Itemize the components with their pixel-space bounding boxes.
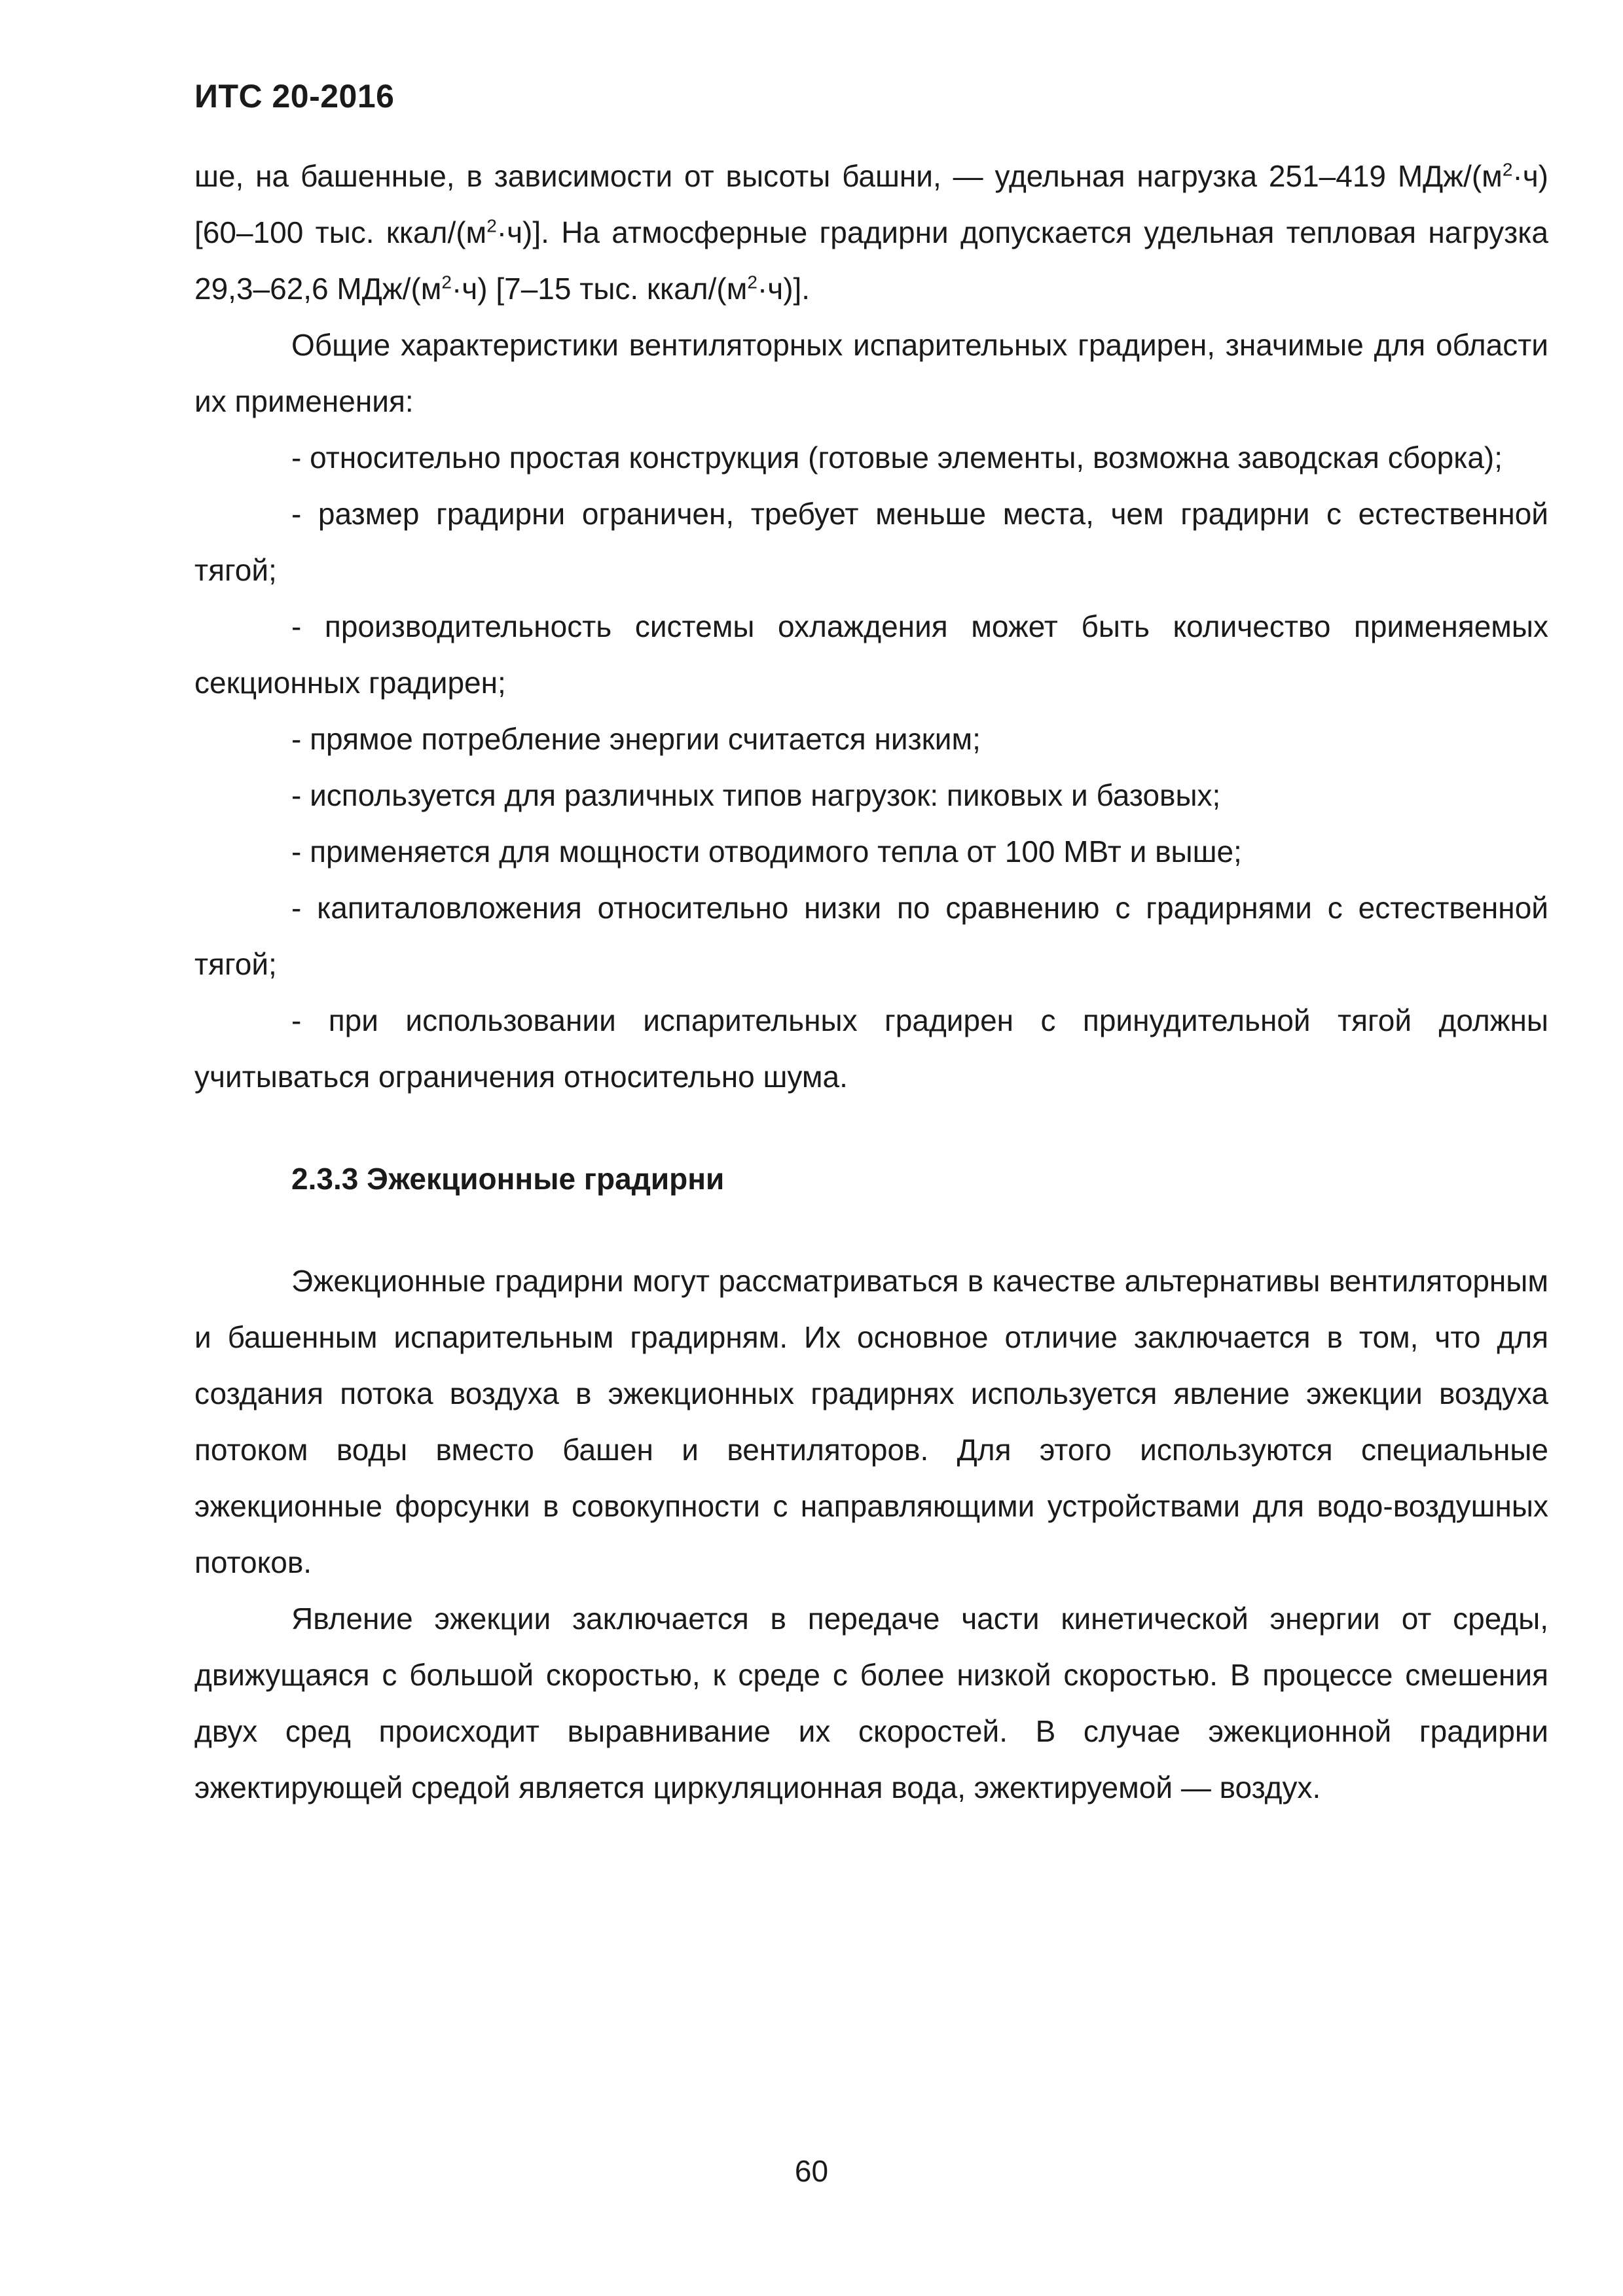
- page-number: 60: [794, 2154, 829, 2188]
- section-heading: 2.3.3 Эжекционные градирни: [291, 1162, 725, 1196]
- superscript: 2: [486, 215, 497, 236]
- text-fragment: ·ч) [60–100 тыс. ккал/(м: [194, 159, 1548, 249]
- paragraph-heat-load: [194, 148, 1548, 317]
- bullet-item: - размер градирни ограничен, требует меньше места, чем градирни с естественной тягой;: [194, 497, 1548, 587]
- bullet-item: - применяется для мощности отводимого тепла от 100 МВт и выше;: [291, 834, 1242, 869]
- text-fragment: ше, на башенные, в зависимости от высоты башни, — удельная нагрузка 251–419 МДж/(м: [194, 159, 1503, 193]
- superscript: 2: [1502, 159, 1513, 180]
- paragraph-ejection-intro: Эжекционные градирни могут рассматриваться в качестве альтернативы вентиляторным и башенным испарительным градирням. Их основное отличие заключается в том, что для создания потока воздуха в эжекционных градирнях используется явление эжекции воздуха потоком воды вместо башен и вентиляторов. Для этого используются специальные эжекционные форсунки в совокупности с направляющими устройствами для водо-воздушных потоков.: [194, 1264, 1548, 1579]
- bullet-item: - прямое потребление энергии считается низким;: [291, 722, 981, 756]
- document-code-header: ИТС 20-2016: [194, 78, 395, 115]
- text-fragment: ·ч)].: [757, 272, 811, 306]
- superscript: 2: [441, 272, 452, 293]
- bullet-item: - относительно простая конструкция (готовые элементы, возможна заводская сборка);: [291, 440, 1503, 475]
- bullet-item: - капиталовложения относительно низки по сравнению с градирнями с естественной тягой;: [194, 891, 1548, 981]
- paragraph-general-characteristics: Общие характеристики вентиляторных испарительных градирен, значимые для области их применения:: [194, 328, 1548, 418]
- text-fragment: ·ч)]. На атмосферные градирни допускается удельная тепловая нагрузка 29,3–62,6 МДж/(м: [194, 215, 1548, 306]
- bullet-item: - производительность системы охлаждения может быть количество применяемых секционных градирен;: [194, 609, 1548, 700]
- paragraph-ejection-phenomenon: Явление эжекции заключается в передаче части кинетической энергии от среды, движущаяся с большой скоростью, к среде с более низкой скоростью. В процессе смешения двух сред происходит выравнивание их скоростей. В случае эжекционной градирни эжектирующей средой является циркуляционная вода, эжектируемой — воздух.: [194, 1602, 1548, 1804]
- bullet-item: - при использовании испарительных градирен с принудительной тягой должны учитываться ограничения относительно шума.: [194, 1003, 1548, 1094]
- superscript: 2: [747, 272, 757, 293]
- bullet-item: - используется для различных типов нагрузок: пиковых и базовых;: [291, 778, 1221, 812]
- page-body: [194, 148, 1548, 1816]
- text-fragment: ·ч) [7–15 тыс. ккал/(м: [451, 272, 748, 306]
